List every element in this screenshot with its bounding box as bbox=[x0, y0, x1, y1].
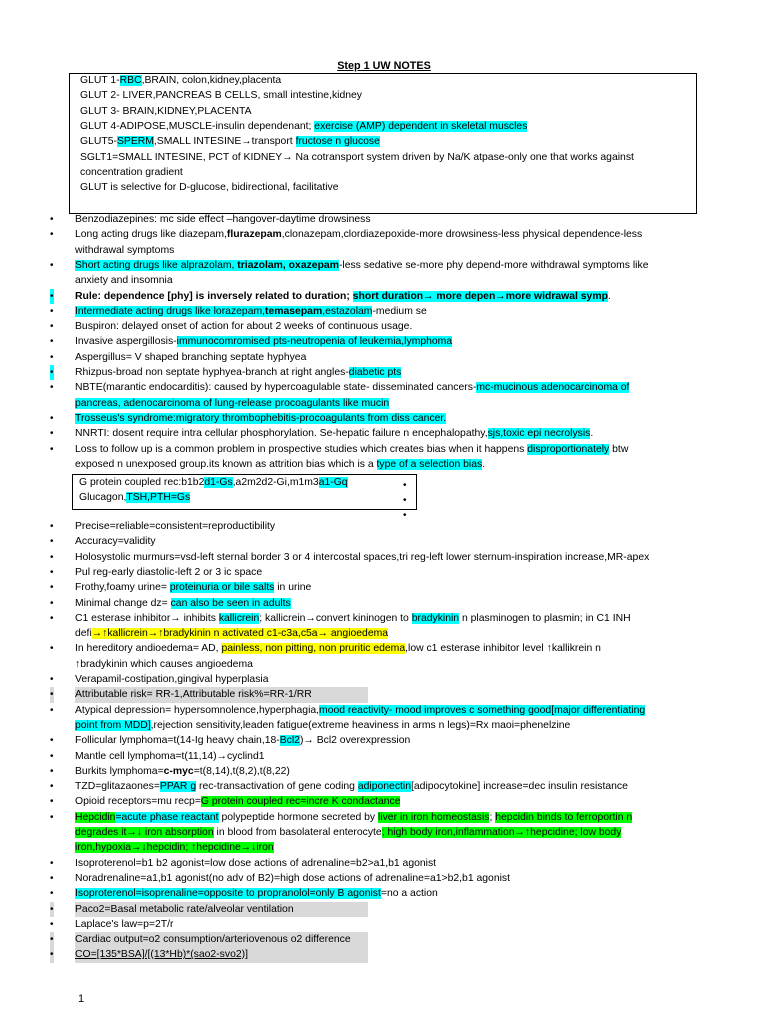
bullet-line bbox=[75, 596, 687, 611]
bullet-marker: • bbox=[50, 551, 54, 563]
text-run: GLUT 3- BRAIN,KIDNEY,PLACENTA bbox=[80, 105, 252, 117]
bullet-line bbox=[75, 396, 687, 411]
text-run: immunocomromised pts-neutropenia of leukemia,lymphoma bbox=[176, 336, 453, 348]
bullet-line bbox=[75, 810, 687, 825]
text-run: bradykinin bbox=[411, 612, 460, 624]
text-run: GLUT is selective for D-glucose, bidirectional, facilitative bbox=[80, 182, 339, 194]
text-run: ,a2m2d2-Gi,m1m3 bbox=[232, 477, 319, 488]
text-run: = bbox=[115, 811, 122, 823]
text-run: Rule: dependence [phy] is inversely related to duration; bbox=[75, 290, 353, 302]
text-run: ; high body iron,inflammation→↑hepcidine; low body bbox=[381, 827, 622, 838]
glut-line bbox=[80, 150, 690, 165]
bullet-line bbox=[75, 243, 687, 258]
text-run: Paco2=Basal metabolic rate/alveolar ventilation bbox=[75, 903, 294, 915]
bullet-line bbox=[75, 947, 368, 962]
bullet-marker: • bbox=[50, 336, 54, 348]
receptor-line bbox=[79, 475, 410, 490]
text-run: exposed n unexposed group.its known as attrition bias which is a bbox=[75, 458, 377, 470]
text-run: Burkits lymphoma= bbox=[75, 765, 164, 777]
bullet-line bbox=[75, 457, 687, 472]
text-run: triazolam, oxazepam bbox=[237, 259, 339, 271]
bullet-marker: • bbox=[50, 443, 54, 455]
bullet-marker: • bbox=[50, 214, 54, 225]
bullet-line bbox=[75, 718, 687, 733]
page-title: Step 1 UW NOTES bbox=[337, 60, 431, 72]
bullet-line bbox=[75, 304, 687, 319]
text-run: G protein coupled rec:b1b2 bbox=[79, 477, 205, 488]
text-run: n plasminogen to plasmin; in C1 INH bbox=[459, 612, 631, 624]
text-run: point from MDD] bbox=[75, 719, 151, 731]
text-run: anxiety and insomnia bbox=[75, 275, 173, 287]
text-run: temasepam bbox=[265, 305, 323, 317]
bullet-marker: • bbox=[50, 289, 54, 304]
text-run: =t(8,14),t(8,2),t(8,22) bbox=[193, 765, 290, 777]
bullet-line bbox=[75, 886, 687, 901]
text-run: mood reactivity- mood improves c something good[major differentiating bbox=[319, 704, 646, 716]
bullet-marker: • bbox=[50, 750, 54, 762]
text-run: fructose n glucose bbox=[295, 136, 380, 148]
receptor-line bbox=[79, 490, 410, 505]
text-run: GLUT5- bbox=[80, 136, 117, 148]
text-run: a1-Gq bbox=[318, 477, 348, 488]
text-run: Holosystolic murmurs=vsd-left sternal border 3 or 4 intercostal spaces,tri reg-left lower sternum-inspiration increase,MR-apex bbox=[75, 551, 650, 563]
bullet-line bbox=[75, 411, 687, 426]
text-run: ,SMALL INTESINE→transport bbox=[153, 136, 296, 148]
text-run: =no a action bbox=[380, 888, 438, 900]
bullet-line bbox=[75, 825, 687, 840]
text-run: Isoproterenol=b1 b2 agonist=low dose actions of adrenaline=b2>a1,b1 agonist bbox=[75, 857, 437, 869]
bullet-line bbox=[75, 212, 687, 227]
bullet-marker: • bbox=[50, 412, 54, 424]
text-run: mc-mucinous adenocarcinoma of bbox=[476, 382, 630, 394]
text-run: Verapamil-costipation,gingival hyperplasia bbox=[75, 674, 269, 685]
text-run: Loss to follow up is a common problem in prospective studies which creates bias when it happens bbox=[75, 443, 528, 455]
bullet-line bbox=[75, 856, 687, 871]
bullet-line bbox=[75, 779, 687, 794]
text-run: Follicular lymphoma=t(14-Ig heavy chain,18- bbox=[75, 735, 280, 747]
text-run: adiponectin bbox=[357, 781, 411, 793]
page-number: 1 bbox=[78, 993, 85, 1005]
text-run: btw bbox=[609, 443, 629, 455]
text-run: [adipocytokine] increase=dec insulin resistance bbox=[411, 781, 628, 793]
bullet-line bbox=[75, 534, 687, 549]
bullet-marker: • bbox=[50, 382, 54, 394]
text-run: in blood from basolateral enterocyte bbox=[213, 827, 382, 838]
bullet-marker: • bbox=[50, 674, 54, 685]
text-run: d1-Gs bbox=[204, 477, 233, 488]
bullet-line bbox=[75, 672, 687, 687]
text-run: ,low c1 esterase inhibitor level ↑kallikrein n bbox=[405, 643, 601, 655]
bullet-marker: • bbox=[50, 582, 54, 594]
text-run: Mantle cell lymphoma=t(11,14)→cyclind1 bbox=[75, 750, 265, 762]
text-run: ,rejection sensitivity,leaden fatigue(extreme heaviness in arms n legs)=Rx maoi=phenelzine bbox=[150, 719, 571, 731]
text-run: ,clonazepam,clordiazepoxide-more drowsiness-less physical dependence-less bbox=[281, 229, 643, 241]
bullet-marker: • bbox=[50, 781, 54, 793]
bullet-line bbox=[75, 657, 687, 672]
text-run: C1 esterase inhibitor→ inhibits bbox=[75, 612, 219, 624]
glut-line bbox=[80, 134, 690, 149]
text-run: ,BRAIN, colon,kidney,placenta bbox=[141, 75, 282, 86]
text-run: Hepcidin bbox=[75, 811, 116, 823]
text-run: G protein coupled rec=incre K condactance bbox=[200, 796, 401, 808]
text-run: painless, non pitting, non pruritic edema bbox=[221, 643, 406, 655]
bullet-line bbox=[75, 764, 687, 779]
text-run: type of a selection bias bbox=[376, 458, 483, 470]
bullet-line bbox=[75, 258, 687, 273]
text-run: Invasive aspergillosis- bbox=[75, 336, 177, 348]
glut-line bbox=[80, 165, 690, 180]
bullet-marker: • bbox=[50, 796, 54, 808]
text-run: Pul reg-early diastolic-left 2 or 3 ic space bbox=[75, 566, 263, 578]
text-run: Accuracy=validity bbox=[75, 536, 156, 548]
text-run: . bbox=[482, 458, 486, 470]
text-run: Cardiac output=o2 consumption/arteriovenous o2 difference bbox=[75, 934, 351, 946]
bullet-line bbox=[75, 641, 687, 656]
bullet-line bbox=[75, 871, 687, 886]
bullet-line bbox=[75, 794, 687, 809]
text-run: -less sedative se-more phy depend-more withdrawal symptoms like bbox=[338, 259, 649, 271]
text-run: -medium se bbox=[372, 305, 427, 317]
bullet-marker: • bbox=[50, 857, 54, 869]
text-run: →↑kallicrein→↑bradykinin n activated c1-c3a,c5a→ angioedema bbox=[91, 628, 389, 640]
bullet-marker: • bbox=[50, 902, 54, 917]
text-run: In hereditory andioedema= AD, bbox=[75, 643, 222, 655]
text-run: GLUT 4-ADIPOSE,MUSCLE-insulin dependenant; bbox=[80, 120, 315, 132]
bullet-marker: • bbox=[50, 872, 54, 884]
text-run: RBC bbox=[119, 75, 142, 86]
text-run: TSH,PTH=Gs bbox=[126, 492, 191, 504]
text-run: Minimal change dz= bbox=[75, 597, 171, 609]
bullet-marker: • bbox=[50, 566, 54, 578]
glut-line bbox=[80, 73, 690, 88]
text-run: . bbox=[607, 290, 611, 302]
text-run: Frothy,foamy urine= bbox=[75, 582, 170, 594]
bullet-marker: • bbox=[50, 918, 54, 930]
text-run: Precise=reliable=consistent=reproductibility bbox=[75, 521, 276, 532]
text-run: . bbox=[590, 428, 594, 440]
bullet-marker: • bbox=[50, 259, 54, 271]
text-run: kallicrein bbox=[218, 612, 260, 624]
receptor-bullet: • bbox=[403, 495, 407, 506]
bullet-marker: • bbox=[50, 521, 54, 532]
bullet-line bbox=[75, 380, 687, 395]
text-run: Isoproterenol=isoprenaline=opposite to propranolol=only B agonist bbox=[75, 888, 381, 900]
text-run: Benzodiazepines: mc side effect –hangover-daytime drowsiness bbox=[75, 214, 371, 225]
bullet-line bbox=[75, 273, 687, 288]
bullet-marker: • bbox=[50, 765, 54, 777]
text-run: SPERM bbox=[116, 136, 154, 148]
text-run: c-myc bbox=[163, 765, 194, 777]
glut-box bbox=[69, 73, 697, 214]
text-run: Short acting drugs like alprazolam, bbox=[75, 259, 238, 271]
text-run: pancreas, adenocarcinoma of lung-release procoagulants like mucin bbox=[75, 397, 390, 409]
text-run: rec-transactivation of gene coding bbox=[196, 781, 358, 793]
bullet-marker: • bbox=[50, 351, 54, 363]
text-run: Glucagon, bbox=[79, 492, 127, 504]
bullet-marker: • bbox=[50, 365, 54, 380]
bullet-line bbox=[75, 442, 687, 457]
text-run: Laplace's law=p=2T/r bbox=[75, 918, 174, 930]
text-run: Intermediate acting drugs like lorazepam, bbox=[75, 305, 266, 317]
bullet-line bbox=[75, 519, 687, 534]
text-run: diabetic pts bbox=[348, 367, 402, 378]
bullet-marker: • bbox=[50, 597, 54, 609]
text-run: ,estazolam bbox=[322, 305, 373, 317]
bullet-line bbox=[75, 917, 687, 932]
bullet-marker: • bbox=[50, 536, 54, 548]
text-run: Atypical depression= hypersomnolence,hyperphagia, bbox=[75, 704, 320, 716]
bullet-marker: • bbox=[50, 704, 54, 716]
text-run: defi bbox=[75, 628, 92, 640]
text-run: Bcl2 bbox=[279, 735, 300, 747]
bullet-line bbox=[75, 365, 687, 380]
bullet-marker: • bbox=[50, 428, 54, 440]
text-run: PPAR g bbox=[159, 781, 197, 793]
text-run: Noradrenaline=a1,b1 agonist(no adv of B2)=high dose actions of adrenaline=a1>b2,b1 agonist bbox=[75, 872, 510, 884]
bullet-line bbox=[75, 334, 687, 349]
bullet-marker: • bbox=[50, 947, 54, 962]
text-run: can also be seen in adults bbox=[170, 597, 291, 609]
glut-line bbox=[80, 180, 690, 195]
glut-line bbox=[80, 119, 690, 134]
text-run: ; bbox=[489, 811, 496, 823]
bullet-line bbox=[75, 350, 687, 365]
text-run: sjs,toxic epi necrolysis bbox=[487, 428, 591, 440]
text-run: NNRTI: dosent require intra cellular phosphorylation. Se-hepatic failure n encephalopathy, bbox=[75, 428, 488, 440]
bullet-line bbox=[75, 580, 687, 595]
text-run: Rhizpus-broad non septate hyphyea-branch at right angles- bbox=[75, 367, 349, 378]
receptor-bullet: • bbox=[403, 510, 407, 521]
text-run: flurazepam bbox=[226, 229, 282, 241]
bullet-line bbox=[75, 426, 687, 441]
text-run: short duration→ more depen→more widrawal symp bbox=[352, 290, 608, 302]
text-run: NBTE(marantic endocarditis): caused by hypercoagulable state- disseminated cancers- bbox=[75, 382, 477, 394]
bullet-marker: • bbox=[50, 643, 54, 655]
bullet-line bbox=[75, 840, 687, 855]
text-run: concentration gradient bbox=[80, 166, 183, 178]
bullet-marker: • bbox=[50, 735, 54, 747]
text-run: Trosseus's syndrome:migratory thrombophebitis-procoagulants from diss cancer. bbox=[75, 412, 447, 424]
text-run: exercise (AMP) dependent in skeletal muscles bbox=[314, 120, 528, 132]
text-run: Opioid receptors=mu recp= bbox=[75, 796, 201, 808]
bullet-marker: • bbox=[50, 888, 54, 900]
text-run: )→ Bcl2 overexpression bbox=[299, 735, 411, 747]
bullet-line bbox=[75, 550, 687, 565]
bullet-marker: • bbox=[50, 932, 54, 947]
text-run: withdrawal symptoms bbox=[75, 244, 175, 256]
bullet-line bbox=[75, 733, 687, 748]
text-run: Attributable risk= RR-1,Attributable risk%=RR-1/RR bbox=[75, 689, 312, 701]
bullet-line bbox=[75, 749, 687, 764]
text-run: GLUT 1- bbox=[80, 75, 120, 86]
text-run: proteinuria or bile salts bbox=[169, 582, 275, 594]
bullet-marker: • bbox=[50, 687, 54, 702]
bullet-marker: • bbox=[50, 612, 54, 624]
receptor-bullet: • bbox=[403, 480, 407, 491]
text-run: degrades it→↓ iron absorption bbox=[75, 827, 214, 838]
text-run: SGLT1=SMALL INTESINE, PCT of KIDNEY→ Na cotransport system driven by Na/K atpase-only one that works against bbox=[80, 151, 634, 163]
bullet-marker: • bbox=[50, 229, 54, 241]
bullet-line bbox=[75, 611, 687, 626]
bullet-line bbox=[75, 932, 368, 947]
text-run: CO=[135*BSA]/[(13*Hb)*(sao2-svo2)] bbox=[75, 949, 248, 961]
text-run: in urine bbox=[274, 582, 312, 594]
text-run: TZD=glitazaones= bbox=[75, 781, 160, 793]
text-run: ; kallicrein→convert kininogen to bbox=[259, 612, 412, 624]
text-run: liver in iron homeostasis bbox=[378, 811, 490, 823]
bullet-marker: • bbox=[50, 811, 54, 823]
text-run: disproportionately bbox=[527, 443, 610, 455]
bullet-line bbox=[75, 902, 368, 917]
bullet-line bbox=[75, 289, 687, 304]
bullet-line bbox=[75, 703, 687, 718]
glut-line bbox=[80, 104, 690, 119]
bullet-line bbox=[75, 227, 687, 242]
text-run: ↑bradykinin which causes angioedema bbox=[75, 658, 253, 670]
bullet-line bbox=[75, 687, 368, 702]
bullet-marker: • bbox=[50, 321, 54, 333]
bullet-marker: • bbox=[50, 305, 54, 317]
text-run: acute phase reactant bbox=[121, 811, 219, 823]
text-run: polypeptide hormone secreted by bbox=[218, 811, 378, 823]
receptor-box bbox=[72, 474, 417, 510]
text-run: Aspergillus= V shaped branching septate hyphyea bbox=[75, 351, 307, 363]
text-run: Long acting drugs like diazepam, bbox=[75, 229, 227, 241]
text-run: hepcidin binds to ferroportin n bbox=[495, 811, 633, 823]
text-run: GLUT 2- LIVER,PANCREAS B CELLS, small intestine,kidney bbox=[80, 90, 363, 102]
text-run: iron,hypoxia→↓hepcidin; ↑hepcidine→↓iron bbox=[75, 842, 274, 854]
bullet-line bbox=[75, 319, 687, 334]
bullet-line bbox=[75, 626, 687, 641]
text-run: Buspiron: delayed onset of action for about 2 weeks of continuous usage. bbox=[75, 321, 413, 333]
bullet-line bbox=[75, 565, 687, 580]
glut-line bbox=[80, 88, 690, 103]
